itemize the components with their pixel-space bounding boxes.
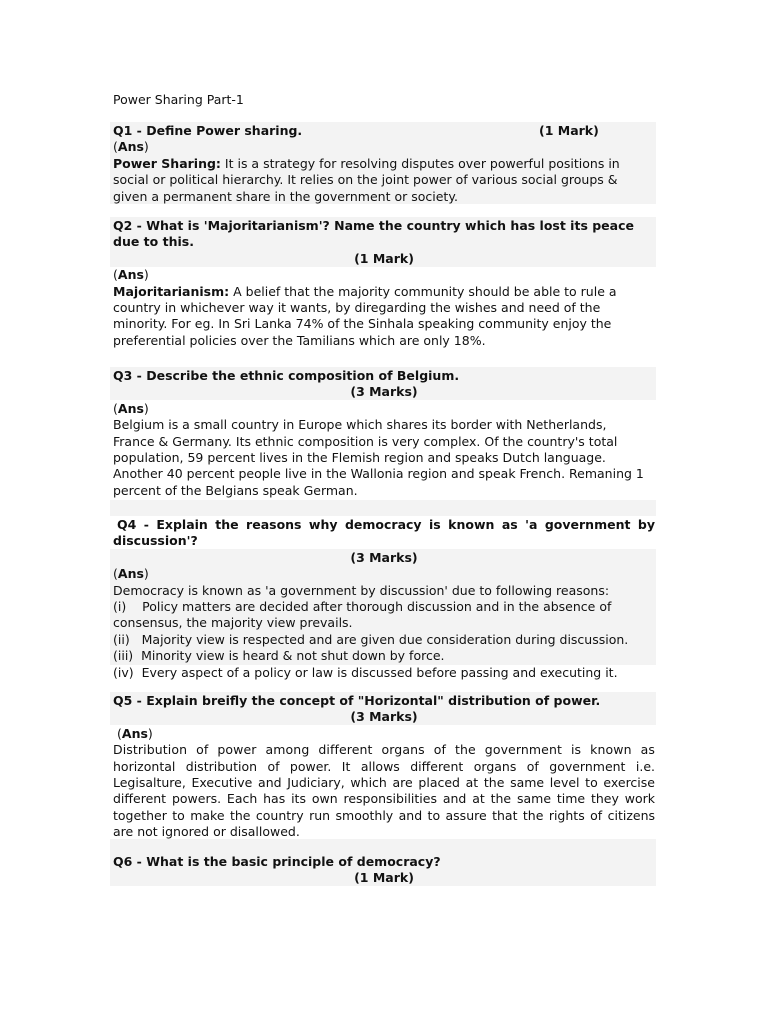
q4-answer-line: consensus, the majority view prevails.	[113, 615, 353, 631]
q1-question: Q1 - Define Power sharing.	[113, 123, 303, 138]
q3-question: Q3 - Describe the ethnic composition of Belgium.	[113, 368, 460, 383]
q1-ans-label: (Ans)	[113, 139, 149, 155]
q1-block	[113, 123, 655, 205]
q2-marks: (1 Mark)	[354, 250, 414, 266]
q3-answer-line: population, 59 percent lives in the Flemish region and speaks Dutch language.	[113, 450, 606, 466]
q4-block	[113, 517, 655, 681]
q5-block	[113, 693, 655, 841]
q5-marks: (3 Marks)	[350, 709, 418, 725]
q4-reason-item: (iv) Every aspect of a policy or law is discussed before passing and executing it.	[113, 664, 618, 680]
q3-block	[113, 368, 655, 499]
q2-term: Majoritarianism:	[113, 283, 230, 299]
q4-marks: (3 Marks)	[350, 549, 418, 565]
q4-reason-item: (ii) Majority view is respected and are given due consideration during discussion.	[113, 631, 629, 647]
q2-block	[113, 218, 655, 349]
q2-ans-label: (Ans)	[113, 267, 149, 283]
q2-answer-line: minority. For eg. In Sri Lanka 74% of the Sinhala speaking community enjoy the	[113, 316, 612, 332]
q1-answer-line: given a permanent share in the government or society.	[113, 188, 458, 204]
q3-answer-line: Another 40 percent people live in the Wallonia region and speak French. Remaning 1	[113, 466, 644, 482]
q1-marks: (1 Mark)	[539, 123, 599, 138]
q6-block	[113, 854, 655, 887]
q5-ans-label: (Ans)	[117, 725, 153, 741]
q1-answer-line: social or political hierarchy. It relies on the joint power of various social groups &	[113, 172, 618, 188]
q4-question-line2: discussion'?	[113, 533, 198, 549]
q4-reason-item: (iii) Minority view is heard & not shut down by force.	[113, 648, 445, 664]
q6-question: Q6 - What is the basic principle of democracy?	[113, 854, 441, 869]
q5-answer-line: Distribution of power among different organs of the government is known as	[113, 742, 655, 758]
q3-bottom-band	[110, 500, 656, 516]
q4-ans-label: (Ans)	[113, 566, 149, 582]
q2-answer-line: Majoritarianism: A belief that the majority community should be able to rule a	[113, 283, 617, 299]
q4-answer-line: Democracy is known as 'a government by discussion' due to following reasons:	[113, 582, 610, 598]
document-title: Power Sharing Part-1	[113, 92, 244, 107]
q2-question-line2: due to this.	[113, 234, 194, 250]
q1-question-row	[113, 123, 655, 139]
q5-answer-line: horizontal distribution of power. It allows different organs of government i.e.	[113, 758, 655, 774]
q5-answer-line: are not ignored or disallowed.	[113, 824, 300, 840]
q1-answer-line: Power Sharing: It is a strategy for resolving disputes over powerful positions in	[113, 155, 620, 171]
q5-answer-line: different powers. Each has its own responsibilities and at the same time they work	[113, 791, 655, 807]
q3-answer-line: percent of the Belgians speak German.	[113, 482, 358, 498]
q5-question: Q5 - Explain breifly the concept of "Horizontal" distribution of power.	[113, 693, 601, 708]
q4-reason-item: (i) Policy matters are decided after thorough discussion and in the absence of	[113, 599, 612, 615]
q6-marks: (1 Mark)	[354, 870, 414, 886]
q2-question-line1: Q2 - What is 'Majoritarianism'? Name the country which has lost its peace	[113, 218, 634, 233]
q1-term: Power Sharing:	[113, 155, 221, 171]
q3-answer-line: France & Germany. Its ethnic composition is very complex. Of the country's total	[113, 433, 618, 449]
q2-answer-line: country in whichever way it wants, by diregarding the wishes and need of the	[113, 300, 601, 316]
q3-ans-label: (Ans)	[113, 400, 149, 416]
q5-answer-line: together to make the country run smoothly and to assure that the rights of citizens	[113, 807, 655, 823]
q5-answer-line: Legisalture, Executive and Judiciary, which are placed at the same level to exercise	[113, 775, 655, 791]
q2-answer-line: preferential policies over the Tamilians which are only 18%.	[113, 332, 486, 348]
q4-question-line1: Q4 - Explain the reasons why democracy is known as 'a government by	[117, 517, 655, 532]
q3-answer-line: Belgium is a small country in Europe which shares its border with Netherlands,	[113, 417, 607, 433]
q3-marks: (3 Marks)	[350, 384, 418, 400]
